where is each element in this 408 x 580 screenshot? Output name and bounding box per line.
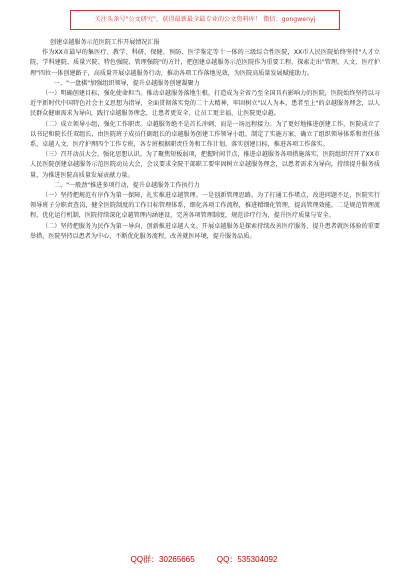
document-title: 创建卓越服务示范医院工作开展情况汇报 <box>50 39 160 46</box>
paragraph: （二）成立领导小组，强化工作职责。卓越服务绝不是首长冲刺，而是一场远程接力。为了更好地推进创建工作，医院成立了以书记和院长任双组长，由医院班子成员任副组长的卓越服务创建工作领导小组，制定了实施方案，确立了组织领导体系和责任体系，卓越人文、医疗护理四个工作专班，各专班根据职责任务和工作计划，落实创建目标，推进各项工作落实。 <box>30 120 380 149</box>
paragraph: （三）召开动员大会，强化思想认识。为了聚焦短板弱项，把握时间节点，推进卓越服务各项措施落实，医院组织召开了XX市人民医院创建卓越服务示范医院动员大会，会议要求全院干部职工要牢固树立卓越服务理念，以患者需求为导向，持续提升服务质量，为推进医院高质量发展贡献力量。 <box>30 151 380 179</box>
promo-banner[interactable] <box>70 10 340 30</box>
paragraph: 作为XX市最早的集医疗、教学、科研、保健、预防、医学鉴定等十一体的三级综合性医院，XX市人民医院始终坚持"人才立院、学科建院、质量兴院、特色强院、管理强院"的方针，把创建卓越服务示范医院作为重要工程，探索走出"管理、人文、医疗护理"四位一体创建路子，高质量开展卓越服务行动，推动各项工作落地见效，为医院高质量发展赋能助力。 <box>30 49 380 77</box>
paragraph: （二）坚持把服务为民作为第一导向，创新推进卓越人文。开展卓越服务是探索持续改善医疗服务、提升患者就医体验的重要举措，医院坚持以患者为中心，不断优化服务流程，改善就医环境，提升服务品质。 <box>30 222 380 240</box>
paragraph: （一）明确创建目标，强化使命担当。推动卓越服务落地生根，打造成为全省乃至全国具有影响力的医院，医院始终坚持以习近平新时代中国特色社会主义思想为指导，全面贯彻落实党的二十大精神，牢固树立"以人为本，患者至上"的卓越服务理念，以人民群众健康需求为导向，践行卓越服务理念，让患者更安全、让员工更幸福、让医院更卓越。 <box>30 90 380 118</box>
footer-qq-group: QQ群：30265665 <box>130 555 195 564</box>
section-heading: 一、"一盘棋"加强组织领导，提升卓越服务创建凝聚力 <box>54 79 200 87</box>
footer-qq: QQ：535304092 <box>216 555 278 564</box>
paragraph: （一）坚持把规范有序作为第一保障，扎实推进卓越管理。一是创新管理思路。为了打通工作堵点，改进问题不足，医院实行领导班子分职责查岗，健全医院制度的工作目标管理体系，细化各项工作流程，推进精细化管理，提高管理效能。二是规范管理流程，优化运行机制，医院持续深化卓越管理内涵建设，完善各项管理制度，规范诊疗行为，提升医疗质量与安全。 <box>30 192 380 220</box>
footer-contact <box>0 552 408 568</box>
document-body <box>30 38 380 242</box>
section-heading: 二、"一般劲"推进多项行动，提升卓越服务工作执行力 <box>54 181 200 189</box>
promo-banner-text: 关注头条号"公文研究"，获得最新最全最专业的公文资料库！ 微信：gongwenyj <box>94 16 316 23</box>
